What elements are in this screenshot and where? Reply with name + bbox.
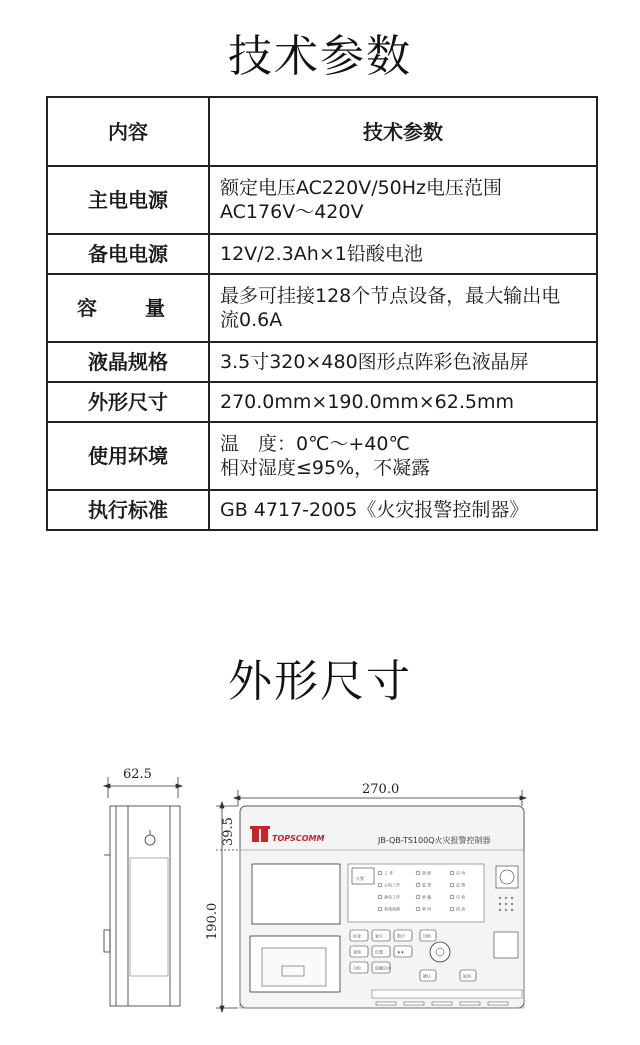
value-line: 流0.6A	[220, 309, 283, 331]
table-row	[47, 342, 597, 382]
section-title-dimensions: 外形尺寸	[228, 656, 412, 707]
brand-label: TOPSCOMM	[272, 834, 325, 843]
header-key: 内容	[47, 97, 209, 166]
value-line: 额定电压AC220V/50Hz电压范围	[220, 177, 503, 199]
manual-button-box	[494, 932, 518, 958]
value-line: 270.0mm×190.0mm×62.5mm	[220, 391, 514, 413]
row-value-dimensions	[209, 382, 597, 422]
depth-label: 62.5	[123, 767, 152, 782]
row-value-lcd	[209, 342, 597, 382]
indicator-label: 反 馈	[456, 882, 466, 888]
indicator-label: 监 管	[422, 882, 432, 888]
indicator-label: 延 时	[422, 906, 432, 912]
row-key-lcd: 液晶规格	[47, 342, 209, 382]
panel-key-label: 设置	[375, 949, 383, 955]
nav-dial	[430, 942, 450, 962]
top-label: 39.5	[221, 817, 236, 846]
spec-table	[46, 96, 598, 531]
indicator-label: 消 音	[456, 906, 466, 912]
fire-label: 火警	[356, 876, 364, 881]
section-title-tech-params: 技术参数	[228, 31, 412, 82]
indicator-label: 启 动	[456, 870, 466, 876]
bottom-key	[488, 1002, 508, 1005]
value-line: 3.5寸320×480图形点阵彩色液晶屏	[220, 351, 529, 373]
row-value-capacity	[209, 274, 597, 342]
indicator-label: 主电工作	[384, 882, 400, 888]
table-row	[47, 274, 597, 342]
indicator-label: 屏 蔽	[422, 894, 432, 900]
model-label: JB-QB-TS100Q火灾报警控制器	[378, 836, 491, 845]
width-label: 270.0	[362, 782, 400, 797]
table-row	[47, 490, 597, 530]
bottom-key	[404, 1002, 424, 1005]
row-value-backup-power	[209, 234, 597, 274]
table-row	[47, 422, 597, 490]
value-line: AC176V～420V	[220, 201, 364, 223]
height-label: 190.0	[205, 902, 220, 940]
side-view	[104, 777, 182, 1006]
table-row	[47, 234, 597, 274]
bottom-key	[432, 1002, 452, 1005]
row-key-main-power: 主电电源	[47, 166, 209, 234]
indicator-label: 故 障	[422, 870, 432, 876]
table-row	[47, 166, 597, 234]
header-value: 技术参数	[209, 97, 597, 166]
indicator-label: 自 检	[456, 894, 466, 900]
bottom-key	[460, 1002, 480, 1005]
front-panel	[240, 806, 524, 1008]
dimension-drawing	[0, 740, 640, 1040]
indicator-label: 系统故障	[384, 906, 400, 912]
panel-key-label: 自检	[353, 965, 361, 971]
panel-key-label: 检查	[353, 933, 361, 939]
table-row	[47, 382, 597, 422]
value-line: 相对湿度≤95%，不凝露	[220, 457, 431, 479]
bottom-key	[376, 1002, 396, 1005]
row-value-standard	[209, 490, 597, 530]
panel-key-label: ★★	[397, 949, 405, 955]
panel-key-label: 数字	[397, 933, 405, 939]
key-switch	[496, 866, 518, 888]
switch-key-label: 切换	[423, 933, 431, 939]
label-strip	[372, 990, 522, 998]
row-key-dimensions: 外形尺寸	[47, 382, 209, 422]
confirm-key-label: 确认	[423, 973, 431, 979]
row-key-environment: 使用环境	[47, 422, 209, 490]
row-key-backup-power: 备电电源	[47, 234, 209, 274]
cancel-key-label: 取消	[463, 973, 471, 979]
row-key-capacity: 容 量	[47, 274, 209, 342]
value-line: 最多可挂接128个节点设备，最大输出电	[220, 285, 561, 307]
row-value-environment	[209, 422, 597, 490]
table-header-row	[47, 97, 597, 166]
row-key-standard: 执行标准	[47, 490, 209, 530]
bottom-keys	[376, 1002, 508, 1005]
value-line: GB 4717-2005《火灾报警控制器》	[220, 499, 529, 521]
panel-key-label: 查询	[353, 949, 361, 955]
value-line: 12V/2.3Ah×1铅酸电池	[220, 243, 423, 265]
indicator-label: 备电工作	[384, 894, 400, 900]
row-value-main-power	[209, 166, 597, 234]
panel-key-label: 复位	[375, 933, 383, 939]
panel-key-label: 隐藏启动	[375, 965, 391, 971]
indicator-label: 工 作	[384, 870, 394, 876]
value-line: 温 度：0℃～+40℃	[220, 433, 410, 455]
lcd-screen	[252, 864, 340, 924]
